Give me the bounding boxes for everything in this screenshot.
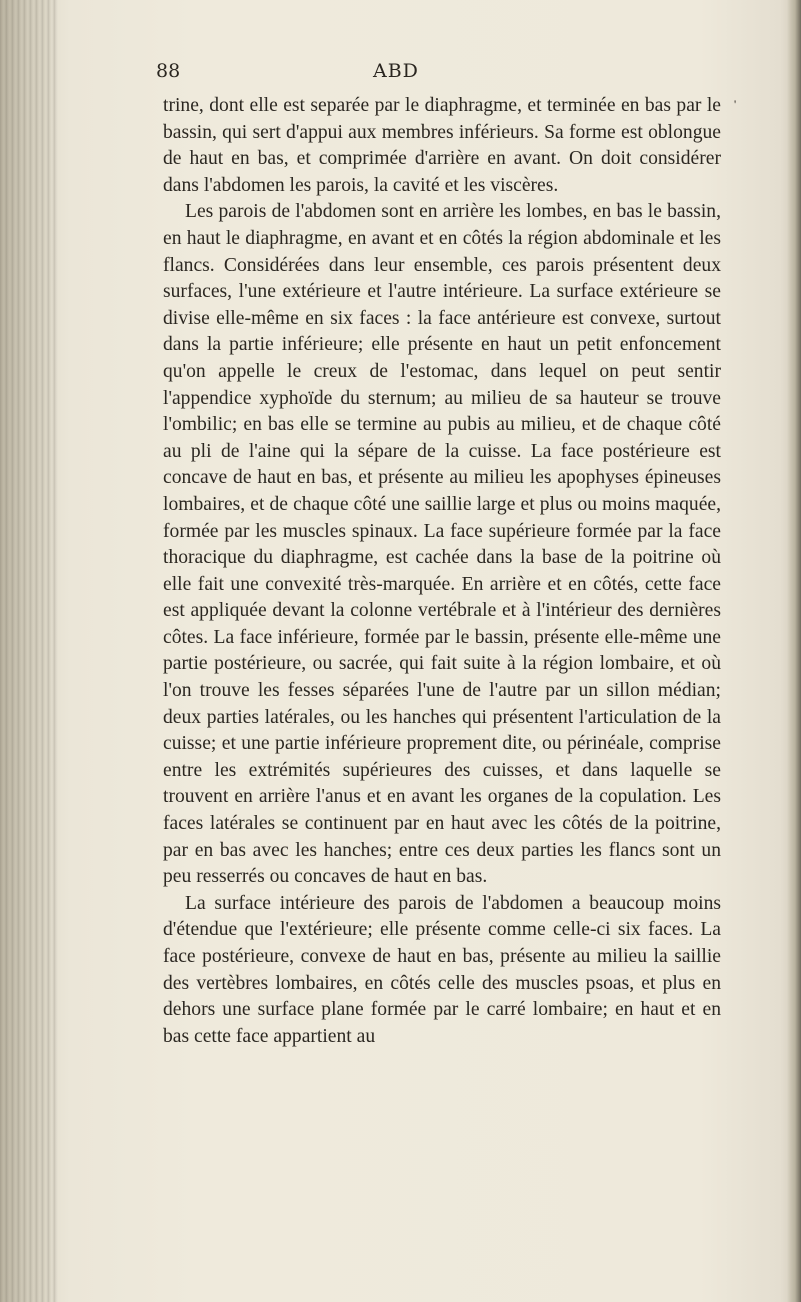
paragraph-surface-interieure: La surface intérieure des parois de l'abdomen a beaucoup moins d'étendue que l'extérieure; elle présente comme celle-ci six faces. La face postérieure, convexe de haut en bas, présente au milieu la saillie des vertèbres lombaires, en côtés celle des muscles psoas, et plus en dehors une surface plane formée par le carré lombaire; en haut et en bas cette face appartient au [163, 892, 721, 1047]
body-text [163, 93, 721, 1050]
page-edge-shadow [787, 0, 801, 1302]
paragraph-continuation: trine, dont elle est separée par le diaphragme, et terminée en bas par le bassin, qui sert d'appui aux membres inférieurs. Sa forme est oblongue de haut en bas, et comprimée d'arrière en avant. On doit considérer dans l'abdomen les parois, la cavité et les viscères. [163, 95, 721, 196]
margin-mark: ' [734, 97, 737, 111]
paragraph-parois: Les parois de l'abdomen sont en arrière les lombes, en bas le bassin, en haut le diaphragme, en avant et en côtés la région abdominale et les flancs. Considérées dans leur ensemble, ces parois présentent deux surfaces, l'une extérieure et l'autre intérieure. La surface extérieure se divise elle-même en six faces : la face antérieure est convexe, surtout dans la partie inférieure; elle présente en haut un petit enfoncement qu'on appelle le creux de l'estomac, dans lequel on peut sentir l'appendice xyphoïde du sternum; au milieu de sa hauteur se trouve l'ombilic; en bas elle se termine au pubis au milieu, et de chaque côté au pli de l'aine qui la sépare de la cuisse. La face postérieure est concave de haut en bas, et présente au milieu les apophyses épineuses lombaires, et de chaque côté une saillie large et plus ou moins maquée, formée par les muscles spinaux. La face supérieure formée par la face thoracique du diaphragme, est cachée dans la base de la poitrine où elle fait une convexité très-marquée. En arrière et en côtés, cette face est appliquée devant la colonne vertébrale et à l'intérieur des dernières côtes. La face inférieure, formée par le bassin, présente elle-même une partie postérieure, ou sacrée, qui fait suite à la région lombaire, et où l'on trouve les fesses séparées l'une de l'autre par un sillon médian; deux parties latérales, ou les hanches qui présentent l'articulation de la cuisse; et une partie inférieure proprement dite, ou périnéale, comprise entre les extrémités supérieures des cuisses, et dans laquelle se trouvent en arrière l'anus et en avant les organes de la copulation. Les faces latérales se continuent par en haut avec les côtés de la poitrine, par en bas avec les hanches; entre ces deux parties les flancs sont un peu resserrés ou concaves de haut en bas. [163, 201, 721, 888]
running-title: ABD [373, 60, 419, 82]
page-number: 88 [156, 60, 181, 82]
binding-shadow [0, 0, 58, 1302]
